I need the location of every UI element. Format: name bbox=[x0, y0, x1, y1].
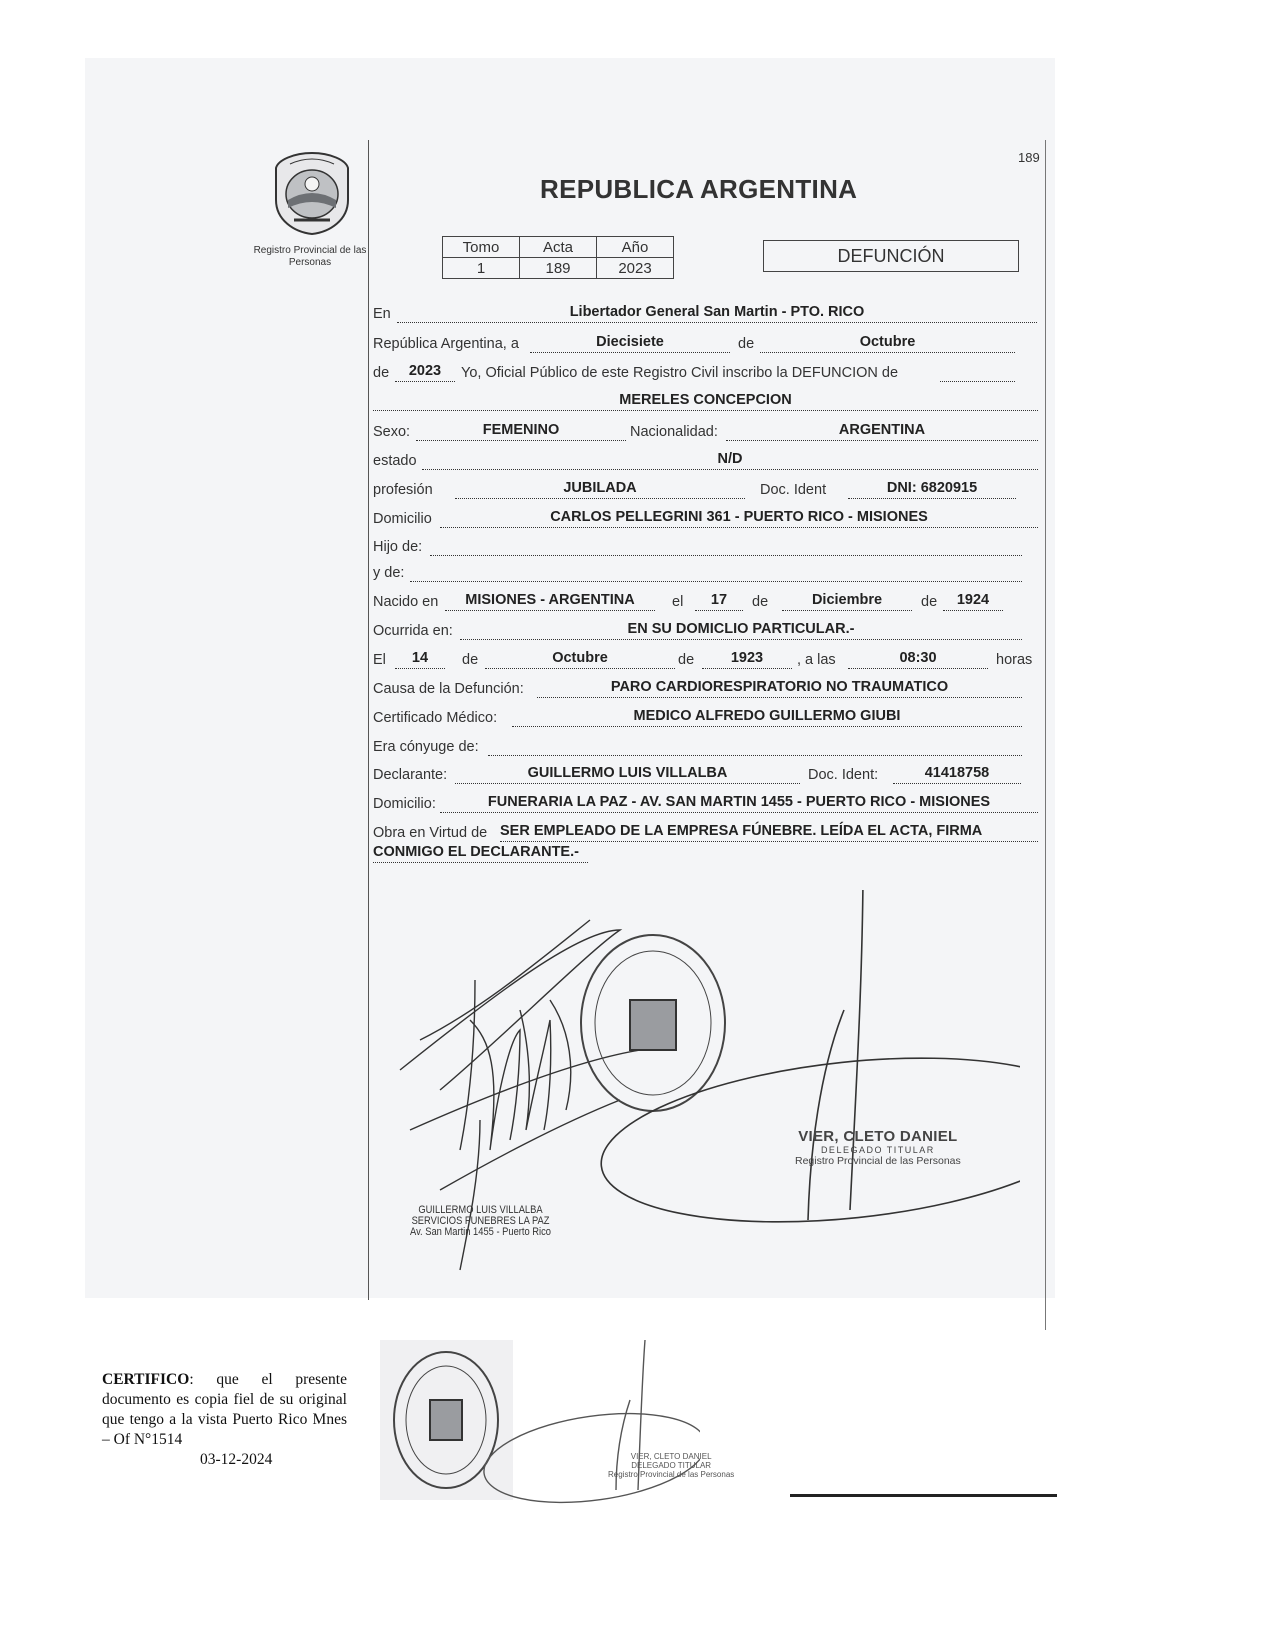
ocurrida-value: EN SU DOMICLIO PARTICULAR.- bbox=[460, 620, 1022, 640]
tomo-value: 1 bbox=[443, 258, 520, 279]
republica-label: República Argentina, a bbox=[373, 336, 519, 352]
round-stamp-icon bbox=[581, 935, 725, 1111]
day-value: Diecisiete bbox=[530, 333, 730, 353]
certification-stamps bbox=[380, 1340, 700, 1510]
causa-value: PARO CARDIORESPIRATORIO NO TRAUMATICO bbox=[537, 678, 1022, 698]
page-number: 189 bbox=[1018, 150, 1040, 165]
alas-label: , a las bbox=[797, 652, 836, 668]
mini-delegate-stamp bbox=[608, 1452, 734, 1479]
horas-label: horas bbox=[996, 652, 1033, 668]
anio-header: Año bbox=[597, 237, 674, 258]
acta-value: 189 bbox=[520, 258, 597, 279]
certificado-label: Certificado Médico: bbox=[373, 710, 498, 726]
birth-de2-label: de bbox=[921, 594, 938, 610]
doc-value: DNI: 6820915 bbox=[848, 479, 1016, 499]
domicilio2-value: FUNERARIA LA PAZ - AV. SAN MARTIN 1455 - PUERTO RICO - MISIONES bbox=[440, 793, 1038, 813]
declarant-stamp bbox=[410, 1205, 551, 1238]
death-hour: 08:30 bbox=[848, 649, 988, 669]
record-type-box: DEFUNCIÓN bbox=[763, 240, 1019, 272]
El-label: El bbox=[373, 652, 386, 668]
de-label: de bbox=[738, 336, 755, 352]
nacionalidad-label: Nacionalidad: bbox=[630, 424, 718, 440]
cert-text: : que el presente documento es copia fiel de su original que tengo a la vista Puerto Rico Mnes – Of N°1514 bbox=[102, 1371, 347, 1448]
year-value: 2023 bbox=[395, 362, 455, 382]
conyuge-value bbox=[488, 736, 1022, 756]
certification-round-stamp-icon bbox=[394, 1352, 498, 1488]
birth-de-label: de bbox=[752, 594, 769, 610]
estado-label: estado bbox=[373, 453, 417, 469]
hijo-value bbox=[430, 536, 1022, 556]
ocurrida-label: Ocurrida en: bbox=[373, 623, 453, 639]
yde-label: y de: bbox=[373, 565, 405, 581]
certificado-value: MEDICO ALFREDO GUILLERMO GIUBI bbox=[512, 707, 1022, 727]
conyuge-label: Era cónyuge de: bbox=[373, 739, 479, 755]
death-month: Octubre bbox=[485, 649, 675, 669]
obra-label: Obra en Virtud de bbox=[373, 825, 488, 841]
signature-rule bbox=[790, 1494, 1057, 1497]
inscribo-text: Yo, Oficial Público de este Registro Civil inscribo la DEFUNCION de bbox=[461, 365, 899, 381]
doc-label: Doc. Ident bbox=[760, 482, 827, 498]
inscribo-blank bbox=[940, 362, 1015, 382]
death-de-label: de bbox=[462, 652, 479, 668]
el-label: el bbox=[672, 594, 684, 610]
sexo-value: FEMENINO bbox=[416, 421, 626, 441]
birth-day: 17 bbox=[695, 591, 743, 611]
domicilio-value: CARLOS PELLEGRINI 361 - PUERTO RICO - MISIONES bbox=[440, 508, 1038, 528]
signature-stamp-area bbox=[380, 890, 1020, 1310]
cert-date: 03-12-2024 bbox=[200, 1451, 273, 1468]
declarant-stamp-name: GUILLERMO LUIS VILLALBA bbox=[418, 1204, 543, 1216]
yde-value bbox=[410, 562, 1022, 582]
declarant-stamp-address: Av. San Martin 1455 - Puerto Rico bbox=[410, 1226, 552, 1238]
estado-value: N/D bbox=[422, 450, 1038, 470]
obra-line-2: CONMIGO EL DECLARANTE.- bbox=[373, 843, 588, 863]
mini-delegate-role: DELEGADO TITULAR bbox=[631, 1461, 712, 1470]
delegate-name: VIER, CLETO DANIEL bbox=[798, 1128, 958, 1145]
doc2-label: Doc. Ident: bbox=[808, 767, 879, 783]
delegate-stamp bbox=[795, 1128, 961, 1167]
nacionalidad-value: ARGENTINA bbox=[726, 421, 1038, 441]
declarant-stamp-company: SERVICIOS FUNEBRES LA PAZ bbox=[411, 1215, 550, 1227]
domicilio-label: Domicilio bbox=[373, 511, 432, 527]
birth-year: 1924 bbox=[943, 591, 1003, 611]
de2-label: de bbox=[373, 365, 390, 381]
delegate-signature bbox=[593, 890, 1020, 1244]
registry-table bbox=[442, 236, 674, 279]
en-value: Libertador General San Martin - PTO. RICO bbox=[397, 303, 1037, 323]
anio-value: 2023 bbox=[597, 258, 674, 279]
nacido-label: Nacido en bbox=[373, 594, 439, 610]
declarante-value: GUILLERMO LUIS VILLALBA bbox=[455, 764, 800, 784]
death-day: 14 bbox=[395, 649, 445, 669]
death-year: 1923 bbox=[702, 649, 792, 669]
provincial-seal-icon bbox=[272, 150, 352, 236]
delegate-org: Registro Provincial de las Personas bbox=[795, 1155, 961, 1167]
acta-header: Acta bbox=[520, 237, 597, 258]
cert-lead: CERTIFICO bbox=[102, 1371, 190, 1388]
delegate-role: DELEGADO TITULAR bbox=[820, 1145, 935, 1155]
month-value: Octubre bbox=[760, 333, 1015, 353]
en-label: En bbox=[373, 306, 391, 322]
obra-line-1: SER EMPLEADO DE LA EMPRESA FÚNEBRE. LEÍDA EL ACTA, FIRMA bbox=[500, 822, 1038, 842]
tomo-header: Tomo bbox=[443, 237, 520, 258]
mini-delegate-name: VIER, CLETO DANIEL bbox=[630, 1452, 712, 1461]
certification-signature bbox=[478, 1340, 700, 1510]
registry-caption: Registro Provincial de las Personas bbox=[253, 245, 367, 268]
certification-block bbox=[102, 1370, 347, 1470]
sexo-label: Sexo: bbox=[373, 424, 411, 440]
declarante-label: Declarante: bbox=[373, 767, 448, 783]
hijo-label: Hijo de: bbox=[373, 539, 423, 555]
birth-month: Diciembre bbox=[782, 591, 912, 611]
profesion-value: JUBILADA bbox=[455, 479, 745, 499]
causa-label: Causa de la Defunción: bbox=[373, 681, 524, 697]
deceased-name: MERELES CONCEPCION bbox=[373, 391, 1038, 411]
profesion-label: profesión bbox=[373, 482, 433, 498]
left-margin-line bbox=[368, 140, 369, 1300]
nacido-value: MISIONES - ARGENTINA bbox=[445, 591, 655, 611]
right-margin-line bbox=[1045, 140, 1046, 1330]
mini-delegate-org: Registro Provincial de las Personas bbox=[608, 1470, 735, 1479]
death-de2-label: de bbox=[678, 652, 695, 668]
doc2-value: 41418758 bbox=[893, 764, 1021, 784]
document-title: REPUBLICA ARGENTINA bbox=[540, 174, 858, 204]
domicilio2-label: Domicilio: bbox=[373, 796, 436, 812]
